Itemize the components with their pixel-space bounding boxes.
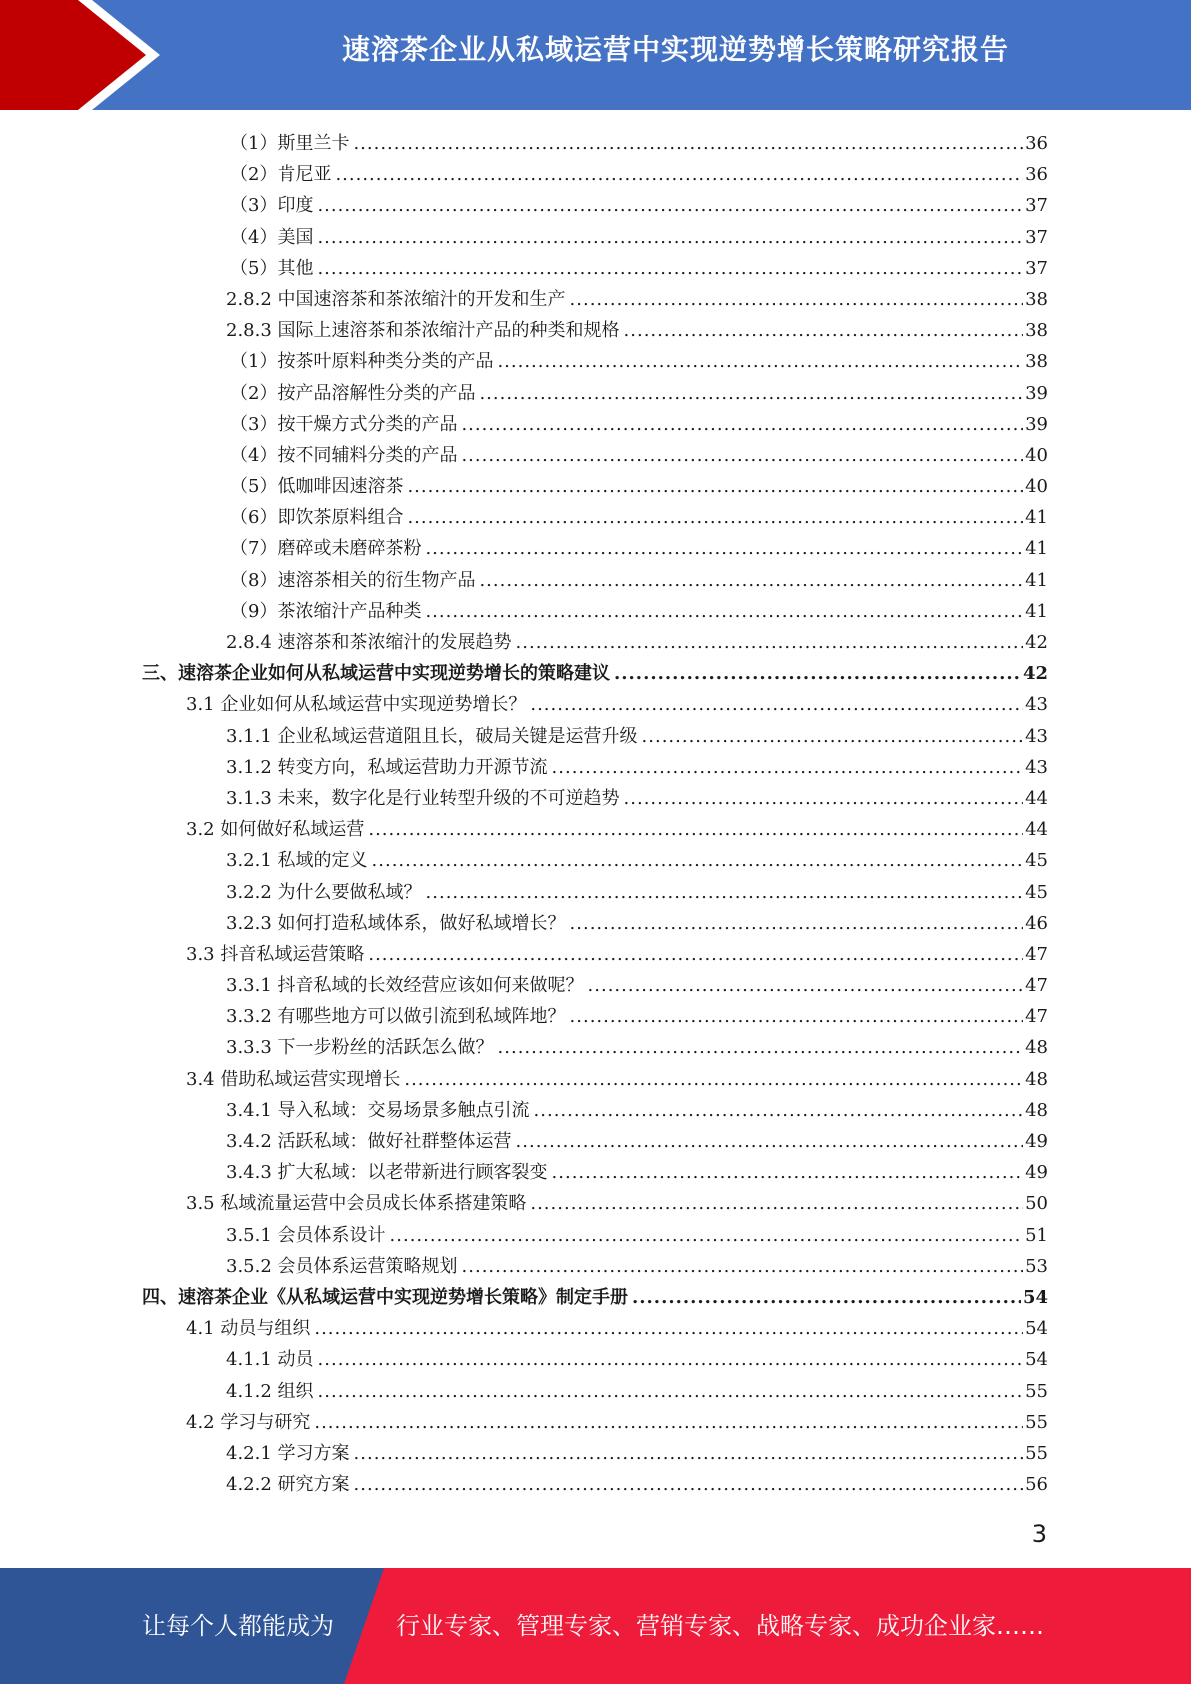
toc-entry-title: 3.3 抖音私域运营策略 <box>186 943 365 965</box>
toc-entry[interactable] <box>142 877 1048 908</box>
toc-entry[interactable] <box>142 1344 1048 1375</box>
toc-entry-title: 3.1.3 未来，数字化是行业转型升级的不可逆趋势 <box>226 787 620 809</box>
toc-entry-page: 42 <box>1025 632 1048 653</box>
toc-dot-leader <box>624 315 1024 346</box>
toc-dot-leader <box>425 533 1023 564</box>
toc-entry[interactable] <box>142 222 1048 253</box>
toc-entry[interactable] <box>142 315 1048 346</box>
toc-dot-leader <box>614 658 1021 689</box>
toc-entry-page: 41 <box>1025 538 1048 560</box>
toc-dot-leader <box>462 1251 1024 1282</box>
toc-entry-title: （3）按干燥方式分类的产品 <box>230 413 458 435</box>
toc-entry-page: 44 <box>1025 787 1048 809</box>
toc-dot-leader <box>588 970 1024 1001</box>
toc-dot-leader <box>632 1282 1021 1313</box>
toc-entry[interactable] <box>142 908 1048 939</box>
toc-entry-page: 38 <box>1025 288 1048 310</box>
toc-entry-title: 3.4.3 扩大私域：以老带新进行顾客裂变 <box>226 1162 548 1184</box>
toc-entry-page: 43 <box>1025 694 1048 716</box>
toc-entry[interactable] <box>142 783 1048 814</box>
toc-entry[interactable] <box>142 128 1048 159</box>
toc-entry[interactable] <box>142 721 1048 752</box>
toc-dot-leader <box>534 1095 1024 1126</box>
toc-dot-leader <box>318 1344 1024 1375</box>
toc-entry-title: 2.8.3 国际上速溶茶和茶浓缩汁产品的种类和规格 <box>226 320 620 342</box>
toc-dot-leader <box>314 1407 1023 1438</box>
toc-entry-title: （2）肯尼亚 <box>230 164 332 186</box>
toc-entry-page: 39 <box>1025 413 1048 435</box>
toc-entry-title: 4.2.1 学习方案 <box>226 1442 350 1464</box>
toc-entry-page: 38 <box>1025 320 1048 342</box>
toc-entry-title: 3.3.3 下一步粉丝的活跃怎么做？ <box>226 1037 494 1059</box>
toc-dot-leader <box>530 689 1023 720</box>
toc-entry-title: 3.1.1 企业私域运营道阻且长，破局关键是运营升级 <box>226 725 638 747</box>
toc-entry[interactable] <box>142 284 1048 315</box>
toc-entry-page: 36 <box>1025 133 1048 154</box>
toc-entry-page: 41 <box>1025 600 1048 622</box>
toc-entry[interactable] <box>142 845 1048 876</box>
toc-entry[interactable] <box>142 1064 1048 1095</box>
toc-entry-page: 37 <box>1025 195 1048 217</box>
toc-entry-title: 3.4.2 活跃私域：做好社群整体运营 <box>226 1131 512 1152</box>
toc-entry-title: 4.2.2 研究方案 <box>226 1474 350 1496</box>
toc-dot-leader <box>461 440 1023 471</box>
toc-entry[interactable] <box>142 1220 1048 1251</box>
toc-entry-page: 55 <box>1025 1442 1048 1464</box>
toc-entry-page: 45 <box>1025 850 1048 872</box>
toc-dot-leader <box>368 939 1023 970</box>
toc-entry-page: 54 <box>1025 1318 1048 1340</box>
toc-dot-leader <box>552 752 1024 783</box>
toc-entry[interactable] <box>142 939 1048 970</box>
toc-entry-page: 54 <box>1025 1349 1048 1371</box>
toc-entry-page: 47 <box>1025 1006 1048 1028</box>
toc-entry[interactable] <box>142 253 1048 284</box>
toc-dot-leader <box>407 471 1023 502</box>
toc-entry[interactable] <box>142 1469 1048 1500</box>
table-of-contents <box>142 128 1048 1500</box>
toc-entry[interactable] <box>142 689 1048 720</box>
toc-dot-leader <box>404 1064 1023 1095</box>
toc-entry-title: （9）茶浓缩汁产品种类 <box>230 600 422 622</box>
toc-dot-leader <box>407 502 1023 533</box>
toc-entry-page: 42 <box>1022 663 1048 685</box>
toc-entry-page: 55 <box>1025 1411 1048 1433</box>
toc-dot-leader <box>426 877 1024 908</box>
toc-dot-leader <box>516 627 1024 658</box>
toc-dot-leader <box>570 284 1024 315</box>
toc-entry[interactable] <box>142 1251 1048 1282</box>
toc-dot-leader <box>461 409 1023 440</box>
toc-entry-title: （5）其他 <box>230 257 314 279</box>
page-number: 3 <box>1031 1520 1047 1548</box>
toc-dot-leader <box>516 1126 1024 1157</box>
toc-entry[interactable] <box>142 159 1048 190</box>
toc-entry-title: 4.1.1 动员 <box>226 1349 314 1371</box>
toc-entry-title: （1）按茶叶原料种类分类的产品 <box>230 351 494 373</box>
toc-entry[interactable] <box>142 1282 1048 1313</box>
toc-entry[interactable] <box>142 658 1048 689</box>
page-footer <box>0 1568 1191 1684</box>
toc-entry[interactable] <box>142 378 1048 409</box>
toc-entry[interactable] <box>142 1157 1048 1188</box>
toc-entry-page: 53 <box>1025 1255 1048 1277</box>
toc-entry-page: 47 <box>1025 943 1048 965</box>
toc-entry-title: 2.8.2 中国速溶茶和茶浓缩汁的开发和生产 <box>226 288 566 310</box>
toc-entry-title: （2）按产品溶解性分类的产品 <box>230 382 476 404</box>
toc-entry-title: 3.5 私域流量运营中会员成长体系搭建策略 <box>186 1193 527 1215</box>
toc-dot-leader <box>530 1188 1023 1219</box>
toc-entry-title: 3.5.1 会员体系设计 <box>226 1224 386 1246</box>
toc-entry-title: 3.1.2 转变方向，私域运营助力开源节流 <box>226 756 548 778</box>
toc-entry-title: （4）按不同辅料分类的产品 <box>230 444 458 466</box>
toc-entry-page: 43 <box>1025 756 1048 778</box>
toc-entry-page: 38 <box>1025 351 1048 373</box>
toc-entry-title: 3.1 企业如何从私域运营中实现逆势增长？ <box>186 694 527 716</box>
toc-entry-page: 40 <box>1025 476 1048 498</box>
toc-entry-page: 47 <box>1025 975 1048 997</box>
footer-slogan-left: 让每个人都能成为 <box>142 1612 334 1640</box>
toc-entry[interactable] <box>142 533 1048 564</box>
toc-entry-page: 49 <box>1025 1162 1048 1184</box>
toc-entry-title: 3.2.1 私域的定义 <box>226 850 368 872</box>
toc-entry[interactable] <box>142 1188 1048 1219</box>
footer-slogan-right: 行业专家、管理专家、营销专家、战略专家、成功企业家…… <box>396 1612 1044 1640</box>
toc-dot-leader <box>624 783 1024 814</box>
toc-entry-page: 40 <box>1025 444 1048 466</box>
toc-dot-leader <box>353 128 1023 159</box>
toc-entry-page: 46 <box>1025 912 1048 934</box>
toc-dot-leader <box>570 908 1024 939</box>
toc-entry-title: 四、速溶茶企业《从私域运营中实现逆势增长策略》制定手册 <box>142 1286 628 1308</box>
header-arrow-decoration <box>0 0 160 110</box>
toc-entry-page: 50 <box>1025 1193 1048 1215</box>
toc-entry-page: 37 <box>1025 257 1048 279</box>
toc-entry-page: 41 <box>1025 569 1048 591</box>
toc-entry-title: 三、速溶茶企业如何从私域运营中实现逆势增长的策略建议 <box>142 663 610 685</box>
toc-entry-title: 3.4 借助私域运营实现增长 <box>186 1068 401 1090</box>
toc-entry-page: 48 <box>1025 1037 1048 1059</box>
toc-entry-title: 3.4.1 导入私域：交易场景多触点引流 <box>226 1099 530 1121</box>
toc-entry[interactable] <box>142 409 1048 440</box>
toc-entry[interactable] <box>142 502 1048 533</box>
toc-entry-title: （1）斯里兰卡 <box>230 133 350 154</box>
toc-dot-leader <box>479 378 1023 409</box>
toc-dot-leader <box>552 1157 1024 1188</box>
toc-entry[interactable] <box>142 1438 1048 1469</box>
toc-entry-page: 48 <box>1025 1099 1048 1121</box>
toc-entry-title: （8）速溶茶相关的衍生物产品 <box>230 569 476 591</box>
toc-entry-title: 3.2.3 如何打造私域体系，做好私域增长？ <box>226 912 566 934</box>
toc-entry-page: 48 <box>1025 1068 1048 1090</box>
toc-entry[interactable] <box>142 1095 1048 1126</box>
toc-dot-leader <box>354 1438 1024 1469</box>
toc-entry[interactable] <box>142 440 1048 471</box>
toc-dot-leader <box>317 253 1023 284</box>
toc-dot-leader <box>318 1376 1024 1407</box>
toc-entry-title: （5）低咖啡因速溶茶 <box>230 476 404 498</box>
toc-entry-title: 3.2 如何做好私域运营 <box>186 819 365 841</box>
toc-entry[interactable] <box>142 565 1048 596</box>
toc-entry-title: 3.5.2 会员体系运营策略规划 <box>226 1255 458 1277</box>
toc-entry-title: （3）印度 <box>230 195 314 217</box>
toc-dot-leader <box>354 1469 1024 1500</box>
toc-entry[interactable] <box>142 471 1048 502</box>
toc-entry[interactable] <box>142 1376 1048 1407</box>
toc-dot-leader <box>497 346 1023 377</box>
toc-entry-title: 3.2.2 为什么要做私域？ <box>226 881 422 903</box>
toc-entry-page: 36 <box>1025 164 1048 186</box>
toc-entry[interactable] <box>142 1032 1048 1063</box>
toc-entry-title: （7）磨碎或未磨碎茶粉 <box>230 538 422 560</box>
toc-entry-page: 55 <box>1025 1380 1048 1402</box>
toc-entry[interactable] <box>142 627 1048 658</box>
toc-entry-title: 4.1.2 组织 <box>226 1380 314 1402</box>
toc-entry[interactable] <box>142 1126 1048 1157</box>
toc-entry-page: 54 <box>1022 1286 1048 1308</box>
toc-entry-title: 2.8.4 速溶茶和茶浓缩汁的发展趋势 <box>226 632 512 653</box>
toc-entry-title: 3.3.2 有哪些地方可以做引流到私域阵地？ <box>226 1006 566 1028</box>
toc-entry[interactable] <box>142 1407 1048 1438</box>
toc-entry-page: 49 <box>1025 1131 1048 1152</box>
toc-entry-title: 4.2 学习与研究 <box>186 1411 311 1433</box>
toc-entry-page: 37 <box>1025 226 1048 248</box>
toc-dot-leader <box>368 814 1023 845</box>
toc-entry-title: 3.3.1 抖音私域的长效经营应该如何来做呢？ <box>226 975 584 997</box>
toc-dot-leader <box>390 1220 1024 1251</box>
toc-entry[interactable] <box>142 752 1048 783</box>
toc-entry-title: （6）即饮茶原料组合 <box>230 507 404 529</box>
toc-entry-page: 45 <box>1025 881 1048 903</box>
toc-entry[interactable] <box>142 970 1048 1001</box>
toc-dot-leader <box>425 596 1023 627</box>
page-header <box>0 0 1191 110</box>
toc-dot-leader <box>642 721 1024 752</box>
toc-entry[interactable] <box>142 1313 1048 1344</box>
toc-dot-leader <box>335 159 1023 190</box>
toc-dot-leader <box>317 190 1023 221</box>
toc-dot-leader <box>372 845 1024 876</box>
toc-entry-title: （4）美国 <box>230 226 314 248</box>
toc-entry-page: 39 <box>1025 382 1048 404</box>
toc-entry[interactable] <box>142 814 1048 845</box>
toc-entry-page: 56 <box>1025 1474 1048 1496</box>
document-title: 速溶茶企业从私域运营中实现逆势增长策略研究报告 <box>341 33 1009 66</box>
toc-entry[interactable] <box>142 1001 1048 1032</box>
toc-entry[interactable] <box>142 596 1048 627</box>
toc-entry[interactable] <box>142 190 1048 221</box>
toc-dot-leader <box>570 1001 1024 1032</box>
toc-entry-page: 43 <box>1025 725 1048 747</box>
toc-dot-leader <box>314 1313 1023 1344</box>
toc-entry-page: 51 <box>1025 1224 1048 1246</box>
toc-dot-leader <box>317 222 1023 253</box>
toc-dot-leader <box>498 1032 1024 1063</box>
toc-dot-leader <box>479 565 1023 596</box>
toc-entry-page: 44 <box>1025 819 1048 841</box>
toc-entry[interactable] <box>142 346 1048 377</box>
toc-entry-page: 41 <box>1025 507 1048 529</box>
toc-entry-title: 4.1 动员与组织 <box>186 1318 311 1340</box>
